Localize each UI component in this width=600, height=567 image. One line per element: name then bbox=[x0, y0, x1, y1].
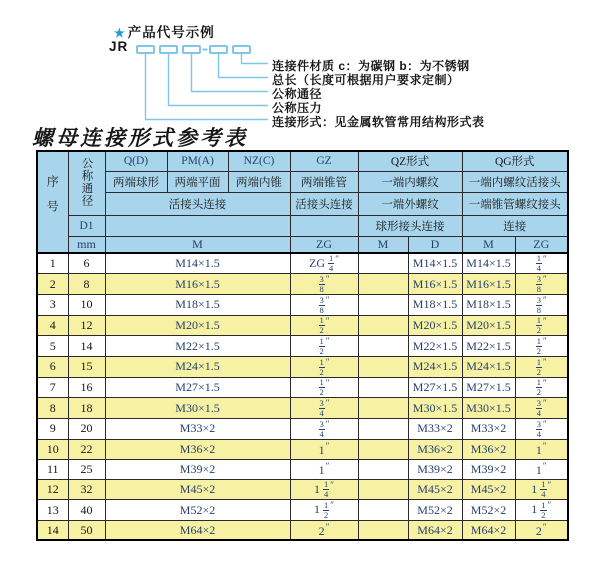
cell-qz-m bbox=[358, 439, 408, 459]
cell-gz: ZG $\frac{1}{4}$ ″ bbox=[290, 253, 358, 274]
cell-qz-d: M30×1.5 bbox=[408, 398, 462, 419]
cell-gz: $\frac{1}{2}$ ″ bbox=[290, 336, 358, 357]
cell-m: M45×2 bbox=[105, 479, 290, 500]
cell-qz-d: M16×1.5 bbox=[408, 274, 462, 295]
header-desc2-qz: 一端外螺纹 bbox=[358, 192, 462, 215]
cell-m: M16×1.5 bbox=[105, 274, 290, 295]
cell-seq: 2 bbox=[37, 274, 68, 295]
code-box bbox=[210, 46, 227, 53]
cell-qz-m bbox=[358, 479, 408, 500]
cell-qz-m bbox=[358, 294, 408, 315]
header-joint-gz: 活接头连接 bbox=[290, 192, 358, 215]
cell-seq: 6 bbox=[37, 356, 68, 377]
cell-qg-zg: $\frac{3}{8}$ ″ bbox=[515, 294, 568, 315]
cell-qg-m: M33×2 bbox=[462, 418, 515, 439]
code-box bbox=[233, 46, 250, 53]
cell-gz: 1 $\frac{1}{4}$ ″ bbox=[290, 479, 358, 500]
diagram-heading-text: 产品代号示例 bbox=[127, 25, 215, 40]
cell-m: M36×2 bbox=[105, 439, 290, 459]
header-desc-nzc: 两端内锥 bbox=[228, 171, 290, 192]
cell-dn: 20 bbox=[68, 418, 105, 439]
cell-dn: 10 bbox=[68, 294, 105, 315]
cell-qz-d: M33×2 bbox=[408, 418, 462, 439]
cell-dn: 25 bbox=[68, 459, 105, 479]
cell-seq: 3 bbox=[37, 294, 68, 315]
cell-dn: 50 bbox=[68, 520, 105, 540]
code-box bbox=[160, 46, 177, 53]
table-row bbox=[37, 439, 568, 459]
cell-qz-d: M52×2 bbox=[408, 500, 462, 521]
cell-qg-m: M16×1.5 bbox=[462, 274, 515, 295]
pointer-line bbox=[219, 53, 269, 78]
table-row bbox=[37, 459, 568, 479]
header-seq: 序号 bbox=[37, 151, 68, 253]
cell-dn: 6 bbox=[68, 253, 105, 274]
cell-qz-d: M45×2 bbox=[408, 479, 462, 500]
nut-connection-table bbox=[36, 150, 569, 541]
cell-qg-m: M18×1.5 bbox=[462, 294, 515, 315]
header-code-nzc: NZ(C) bbox=[228, 151, 290, 171]
header-unit-zg: ZG bbox=[290, 236, 358, 253]
cell-qz-m bbox=[358, 398, 408, 419]
pointer-line bbox=[192, 53, 269, 92]
cell-gz: $\frac{1}{2}$ ″ bbox=[290, 315, 358, 336]
header-code-qz: QZ形式 bbox=[358, 151, 462, 171]
cell-dn: 22 bbox=[68, 439, 105, 459]
table-row bbox=[37, 479, 568, 500]
cell-gz: 1″ bbox=[290, 459, 358, 479]
cell-dn: 12 bbox=[68, 315, 105, 336]
cell-seq: 7 bbox=[37, 377, 68, 398]
cell-qz-d: M14×1.5 bbox=[408, 253, 462, 274]
cell-qz-d: M36×2 bbox=[408, 439, 462, 459]
cell-gz: $\frac{3}{4}$ ″ bbox=[290, 398, 358, 419]
header-desc-qd: 两端球形 bbox=[105, 171, 167, 192]
cell-seq: 13 bbox=[37, 500, 68, 521]
cell-qg-m: M39×2 bbox=[462, 459, 515, 479]
cell-qz-m bbox=[358, 253, 408, 274]
cell-m: M20×1.5 bbox=[105, 315, 290, 336]
header-unit-qg-zg: ZG bbox=[515, 236, 568, 253]
cell-qz-d: M22×1.5 bbox=[408, 336, 462, 357]
code-label-diameter: 公称通径 bbox=[272, 87, 323, 101]
cell-qg-m: M24×1.5 bbox=[462, 356, 515, 377]
cell-seq: 9 bbox=[37, 418, 68, 439]
cell-m: M22×1.5 bbox=[105, 336, 290, 357]
cell-qg-zg: 1 $\frac{1}{4}$ ″ bbox=[515, 479, 568, 500]
header-desc-pma: 两端平面 bbox=[167, 171, 228, 192]
table-row bbox=[37, 356, 568, 377]
cell-gz: $\frac{1}{2}$ ″ bbox=[290, 377, 358, 398]
code-label-connection: 连接形式：见金属软管常用结构形式表 bbox=[272, 115, 485, 129]
header-blank-left bbox=[105, 215, 290, 236]
cell-seq: 14 bbox=[37, 520, 68, 540]
cell-dn: 16 bbox=[68, 377, 105, 398]
cell-dn: 14 bbox=[68, 336, 105, 357]
cell-qg-m: M30×1.5 bbox=[462, 398, 515, 419]
cell-gz: 2″ bbox=[290, 520, 358, 540]
cell-m: M64×2 bbox=[105, 520, 290, 540]
cell-m: M18×1.5 bbox=[105, 294, 290, 315]
cell-qg-zg: 2″ bbox=[515, 520, 568, 540]
cell-qg-zg: $\frac{1}{2}$ ″ bbox=[515, 315, 568, 336]
code-prefix: JR bbox=[109, 39, 129, 54]
table-row bbox=[37, 398, 568, 419]
cell-qg-zg: $\frac{1}{2}$ ″ bbox=[515, 377, 568, 398]
table-row bbox=[37, 500, 568, 521]
cell-dn: 32 bbox=[68, 479, 105, 500]
cell-qg-m: M52×2 bbox=[462, 500, 515, 521]
code-box bbox=[137, 46, 154, 53]
header-desc1-qg: 一端内螺纹活接头 bbox=[462, 171, 568, 192]
code-label-pressure: 公称压力 bbox=[272, 101, 323, 115]
cell-qg-zg: 1″ bbox=[515, 459, 568, 479]
cell-gz: 1 $\frac{1}{2}$ ″ bbox=[290, 500, 358, 521]
cell-qz-d: M64×2 bbox=[408, 520, 462, 540]
cell-qz-m bbox=[358, 500, 408, 521]
cell-qg-zg: $\frac{1}{4}$ ″ bbox=[515, 253, 568, 274]
cell-seq: 11 bbox=[37, 459, 68, 479]
cell-qg-zg: $\frac{1}{2}$ ″ bbox=[515, 336, 568, 357]
cell-qg-zg: $\frac{1}{2}$ ″ bbox=[515, 356, 568, 377]
header-desc2-qg: 一端锥管螺纹接头 bbox=[462, 192, 568, 215]
table-title: 螺母连接形式参考表 bbox=[32, 126, 248, 150]
header-joint-qg: 连接 bbox=[462, 215, 568, 236]
cell-gz: $\frac{1}{2}$ ″ bbox=[290, 356, 358, 377]
table-row bbox=[37, 418, 568, 439]
cell-qg-m: M14×1.5 bbox=[462, 253, 515, 274]
table-row bbox=[37, 377, 568, 398]
cell-qg-zg: $\frac{3}{4}$ ″ bbox=[515, 398, 568, 419]
header-desc1-qz: 一端内螺纹 bbox=[358, 171, 462, 192]
header-code-qd: Q(D) bbox=[105, 151, 167, 171]
cell-gz: $\frac{3}{4}$ ″ bbox=[290, 418, 358, 439]
cell-qz-m bbox=[358, 520, 408, 540]
cell-dn: 15 bbox=[68, 356, 105, 377]
cell-seq: 12 bbox=[37, 479, 68, 500]
cell-qz-m bbox=[358, 377, 408, 398]
cell-qg-m: M27×1.5 bbox=[462, 377, 515, 398]
cell-seq: 10 bbox=[37, 439, 68, 459]
cell-dn: 8 bbox=[68, 274, 105, 295]
cell-qg-zg: 1″ bbox=[515, 439, 568, 459]
cell-qz-m bbox=[358, 459, 408, 479]
table-body bbox=[37, 253, 568, 541]
cell-qg-zg: $\frac{3}{4}$ ″ bbox=[515, 418, 568, 439]
table-row bbox=[37, 274, 568, 295]
cell-qz-d: M18×1.5 bbox=[408, 294, 462, 315]
header-unit-m: M bbox=[105, 236, 290, 253]
cell-gz: 1″ bbox=[290, 439, 358, 459]
header-code-qg: QG形式 bbox=[462, 151, 568, 171]
table-row bbox=[37, 315, 568, 336]
cell-qz-m bbox=[358, 356, 408, 377]
cell-m: M39×2 bbox=[105, 459, 290, 479]
pointer-line bbox=[242, 53, 269, 64]
cell-qg-m: M64×2 bbox=[462, 520, 515, 540]
header-joint-qz: 球形接头连接 bbox=[358, 215, 462, 236]
header-code-gz: GZ bbox=[290, 151, 358, 171]
cell-seq: 4 bbox=[37, 315, 68, 336]
cell-qg-zg: 1 $\frac{1}{2}$ ″ bbox=[515, 500, 568, 521]
table-row bbox=[37, 253, 568, 274]
cell-seq: 5 bbox=[37, 336, 68, 357]
cell-qz-d: M24×1.5 bbox=[408, 356, 462, 377]
code-box bbox=[183, 46, 200, 53]
header-dn: 公称通径 bbox=[68, 151, 105, 215]
cell-gz: $\frac{3}{8}$ ″ bbox=[290, 274, 358, 295]
cell-seq: 1 bbox=[37, 253, 68, 274]
cell-m: M30×1.5 bbox=[105, 398, 290, 419]
code-label-material: 连接件材质 c：为碳钢 b：为不锈钢 bbox=[272, 59, 470, 73]
table-row bbox=[37, 520, 568, 540]
cell-qz-m bbox=[358, 274, 408, 295]
cell-qg-m: M45×2 bbox=[462, 479, 515, 500]
cell-dn: 40 bbox=[68, 500, 105, 521]
cell-m: M27×1.5 bbox=[105, 377, 290, 398]
cell-m: M33×2 bbox=[105, 418, 290, 439]
cell-qz-m bbox=[358, 315, 408, 336]
header-d1: D1 bbox=[68, 215, 105, 236]
header-desc-gz: 两端锥管 bbox=[290, 171, 358, 192]
header-mm: mm bbox=[68, 236, 105, 253]
header-joint-left: 活接头连接 bbox=[105, 192, 290, 215]
star-icon: ★ bbox=[114, 26, 126, 40]
cell-m: M24×1.5 bbox=[105, 356, 290, 377]
code-label-length: 总长（长度可根据用户要求定制） bbox=[272, 73, 460, 87]
header-unit-qz-d: D bbox=[408, 236, 462, 253]
table-row bbox=[37, 336, 568, 357]
cell-dn: 18 bbox=[68, 398, 105, 419]
header-code-pma: PM(A) bbox=[167, 151, 228, 171]
header-unit-qg-m: M bbox=[462, 236, 515, 253]
cell-qz-m bbox=[358, 336, 408, 357]
header-blank-gz bbox=[290, 215, 358, 236]
cell-m: M14×1.5 bbox=[105, 253, 290, 274]
cell-qg-m: M36×2 bbox=[462, 439, 515, 459]
cell-qz-d: M39×2 bbox=[408, 459, 462, 479]
cell-qg-zg: $\frac{3}{8}$ ″ bbox=[515, 274, 568, 295]
cell-seq: 8 bbox=[37, 398, 68, 419]
cell-qz-d: M20×1.5 bbox=[408, 315, 462, 336]
cell-qz-d: M27×1.5 bbox=[408, 377, 462, 398]
header-unit-qz-m: M bbox=[358, 236, 408, 253]
cell-qg-m: M20×1.5 bbox=[462, 315, 515, 336]
cell-qz-m bbox=[358, 418, 408, 439]
cell-m: M52×2 bbox=[105, 500, 290, 521]
table-row bbox=[37, 294, 568, 315]
cell-qg-m: M22×1.5 bbox=[462, 336, 515, 357]
cell-gz: $\frac{3}{8}$ ″ bbox=[290, 294, 358, 315]
